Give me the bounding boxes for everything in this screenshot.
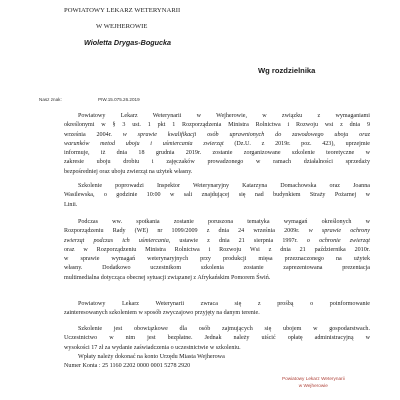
paragraph-request xyxy=(64,300,370,319)
text-line: multimedialna dotycząca obecnej sytuacji związanej z Afrykańskim Pomorem Świń. xyxy=(64,274,271,281)
text-line: Rozporządzeniu Rady (WE) nr 1099/2009 z dnia 24 września 2009r. w sprawie ochrony xyxy=(64,228,370,235)
regulation-title: warunków metod uboju i uśmiercania zwierząt xyxy=(64,140,224,147)
regulation-title: o ochronie zwierząt xyxy=(297,237,371,244)
text-line: informuje, iż dnia 18 grudnia 2019r. zostanie zorganizowane szkolenie teoretyczne w xyxy=(64,150,370,157)
text-line: własny. Dodatkowo uczestnikom szkolenia zostanie zaprezentowana prezentacja xyxy=(64,265,370,272)
text-line: Szkolenie jest obowiązkowe dla osób zajmujących się ubojem w gospodarstwach. xyxy=(78,326,370,332)
text-line: września 2004r. w sprawie kwalifikacji osób uprawnionych do zawodowego uboju oraz xyxy=(64,131,370,138)
text-line: Podczas ww. spotkania zostanie poruszona tematyka wymagań określonych w xyxy=(78,219,370,225)
reference-number: PIW.15.075.26.2019 xyxy=(98,97,140,102)
regulation-title: w sprawie ochrony xyxy=(299,228,370,235)
paragraph-fees xyxy=(64,325,370,371)
text-line: wysokości 17 zł za wydanie zaświadczenia o uczestnictwie w szkoleniu. xyxy=(64,344,241,351)
paragraph-topics xyxy=(64,218,370,283)
text-line: Szkolenie poprowadzi Inspektor Weterynaryjny Katarzyna Domachowska oraz Joanna xyxy=(78,183,370,189)
office-name: POWIATOWY LEKARZ WETERYNARII xyxy=(64,7,181,14)
distribution-label: Wg rozdzielnika xyxy=(258,66,316,75)
official-stamp xyxy=(282,376,345,389)
stamp-line: Powiatowy Lekarz Weterynarii xyxy=(282,376,345,381)
account-number-line: Numer Konta : 25 1160 2202 0000 0001 5278 2920 xyxy=(64,363,191,370)
text-line: bezpośredniej oraz uboju zwierząt na użytek własny. xyxy=(64,168,193,175)
text-line: zakresie uboju drobiu i zajęczaków prowadzonego w ramach działalności sprzedaży xyxy=(64,159,370,166)
text-line: określonymi w § 3 ust. 1 pkt 1 Rozporządzenia Ministra Rolnictwa i Rozwoju wsi z dnia 9 xyxy=(64,122,370,129)
regulation-title: w sprawie kwalifikacji osób uprawnionych do zawodowego uboju oraz xyxy=(111,131,370,138)
text-line: warunków metod uboju i uśmiercania zwierząt (Dz.U. z 2019r. poz. 423), uprzejmie xyxy=(64,140,370,147)
paragraph-announcement xyxy=(64,112,370,177)
text-line: oraz w Rozporządzeniu Ministra Rolnictwa i Rozwoju Wsi z dnia 21 października 2010r. xyxy=(64,246,370,253)
signatory-name: Wioletta Drygas-Bogucka xyxy=(84,38,172,47)
office-location: W WEJHEROWIE xyxy=(96,23,148,30)
text-line: Linii. xyxy=(64,201,78,208)
text-line: zwierząt podczas ich uśmiercania, ustawie z dnia 21 sierpnia 1997r. o ochronie zwierząt xyxy=(64,237,371,244)
regulation-title: zwierząt podczas ich uśmiercania xyxy=(64,237,169,244)
text-line: zainteresowanych szkoleniem w sposób zwyczajowo przyjęty na danym terenie. xyxy=(64,310,260,317)
text-line: Uczestnictwo w nim jest bezpłatne. Jednak należy uiścić opłatę administracyjną w xyxy=(64,335,370,342)
text-line: Powiatowy Lekarz Weterynarii zwraca się z prośbą o poinformowanie xyxy=(78,301,370,307)
paragraph-trainers xyxy=(64,182,370,210)
stamp-line: w Wejherowie xyxy=(298,382,328,388)
text-line: Powiatowy Lekarz Weterynarii w Wejherowie, w związku z wymaganiami xyxy=(78,113,370,119)
text-line: Wasilewska, o godzinie 10:00 w sali znajdującej się nad budynkiem Straży Pożarnej w xyxy=(64,192,370,199)
reference-label: Nasz znak: xyxy=(39,97,62,102)
text-line: w sprawie wymagań weterynaryjnych przy produkcji mięsa przeznaczonego na użytek xyxy=(64,256,370,263)
text-line: Wpłaty należy dokonać na konto Urzędu Miasta Wejherowa xyxy=(78,353,225,360)
